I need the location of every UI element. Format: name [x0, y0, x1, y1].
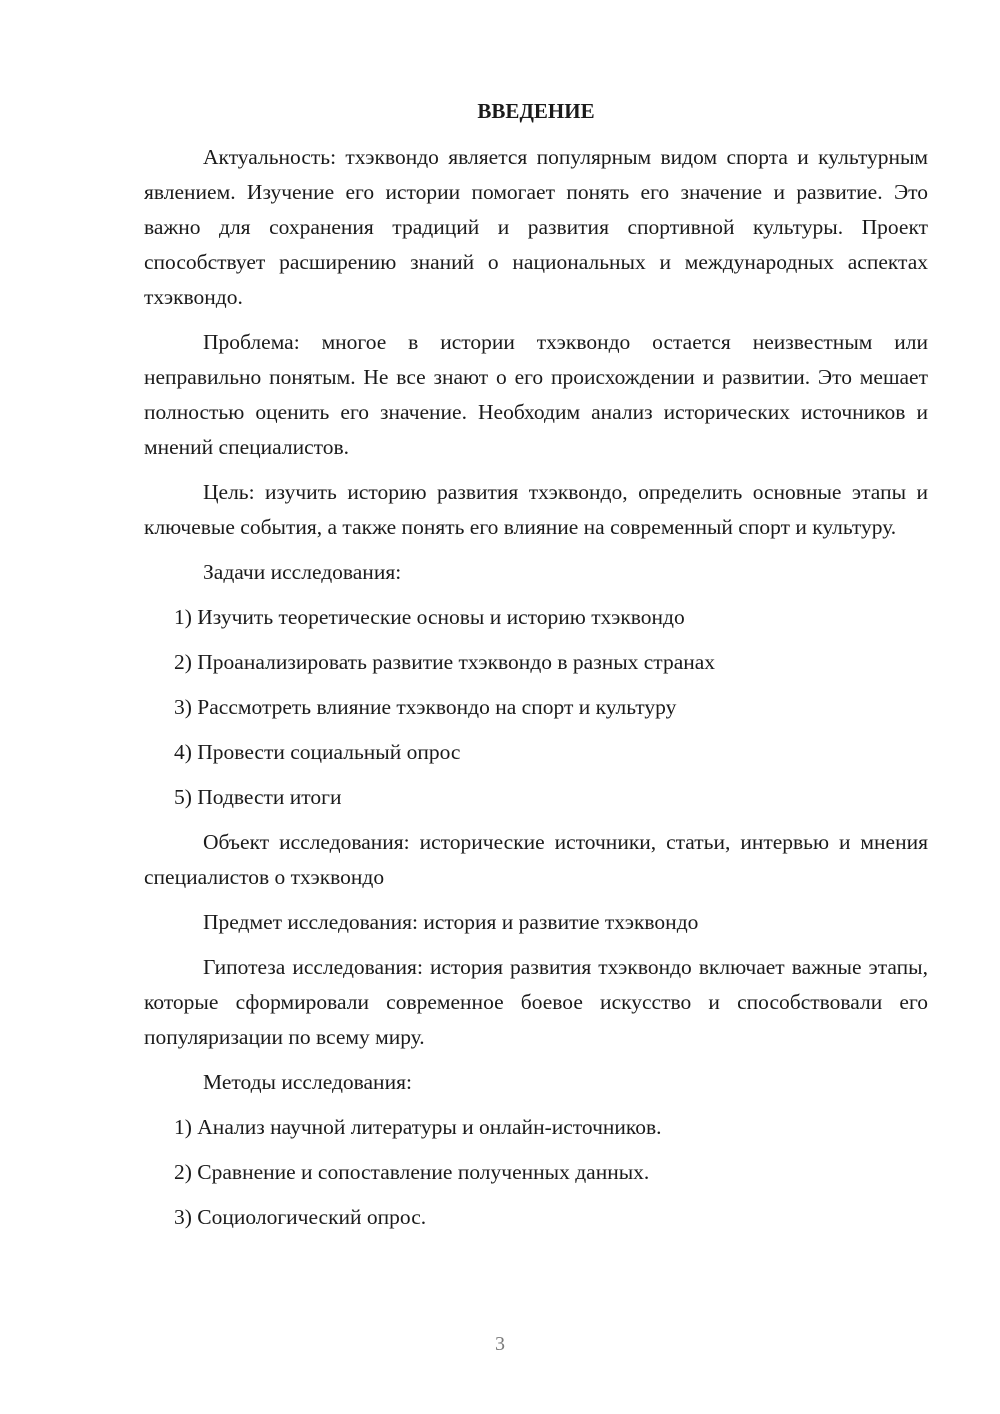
task-item: 3) Рассмотреть влияние тхэквондо на спорт и культуру	[174, 695, 677, 719]
method-item: 1) Анализ научной литературы и онлайн-источников.	[174, 1115, 662, 1139]
method-item: 3) Социологический опрос.	[174, 1205, 427, 1229]
section-heading: ВВЕДЕНИЕ	[477, 99, 595, 123]
problem-paragraph: Проблема: многое в истории тхэквондо остается неизвестным или неправильно понятым. Не все знают о его происхождении и развитии. Это мешает полностью оценить его значение. Необходим анализ исторических источников и мнений специалистов.	[144, 330, 928, 459]
task-item: 1) Изучить теоретические основы и историю тхэквондо	[174, 605, 685, 629]
method-item: 2) Сравнение и сопоставление полученных данных.	[174, 1160, 650, 1184]
task-item: 5) Подвести итоги	[174, 785, 342, 809]
methods-label: Методы исследования:	[203, 1070, 412, 1094]
subject-paragraph: Предмет исследования: история и развитие тхэквондо	[203, 910, 699, 934]
object-paragraph: Объект исследования: исторические источники, статьи, интервью и мнения специалистов о тхэквондо	[144, 830, 928, 889]
task-item: 2) Проанализировать развитие тхэквондо в разных странах	[174, 650, 716, 674]
page-number: 3	[495, 1333, 505, 1355]
relevance-paragraph: Актуальность: тхэквондо является популярным видом спорта и культурным явлением. Изучение его истории помогает понять его значение и развитие. Это важно для сохранения традиций и развития спортивной культуры. Проект способствует расширению знаний о национальных и международных аспектах тхэквондо.	[144, 145, 928, 309]
document-page	[144, 95, 928, 1245]
task-item: 4) Провести социальный опрос	[174, 740, 461, 764]
goal-paragraph: Цель: изучить историю развития тхэквондо, определить основные этапы и ключевые события, а также понять его влияние на современный спорт и культуру.	[144, 480, 928, 539]
hypothesis-paragraph: Гипотеза исследования: история развития тхэквондо включает важные этапы, которые сформировали современное боевое искусство и способствовали его популяризации по всему миру.	[144, 955, 928, 1049]
tasks-label: Задачи исследования:	[203, 560, 402, 584]
